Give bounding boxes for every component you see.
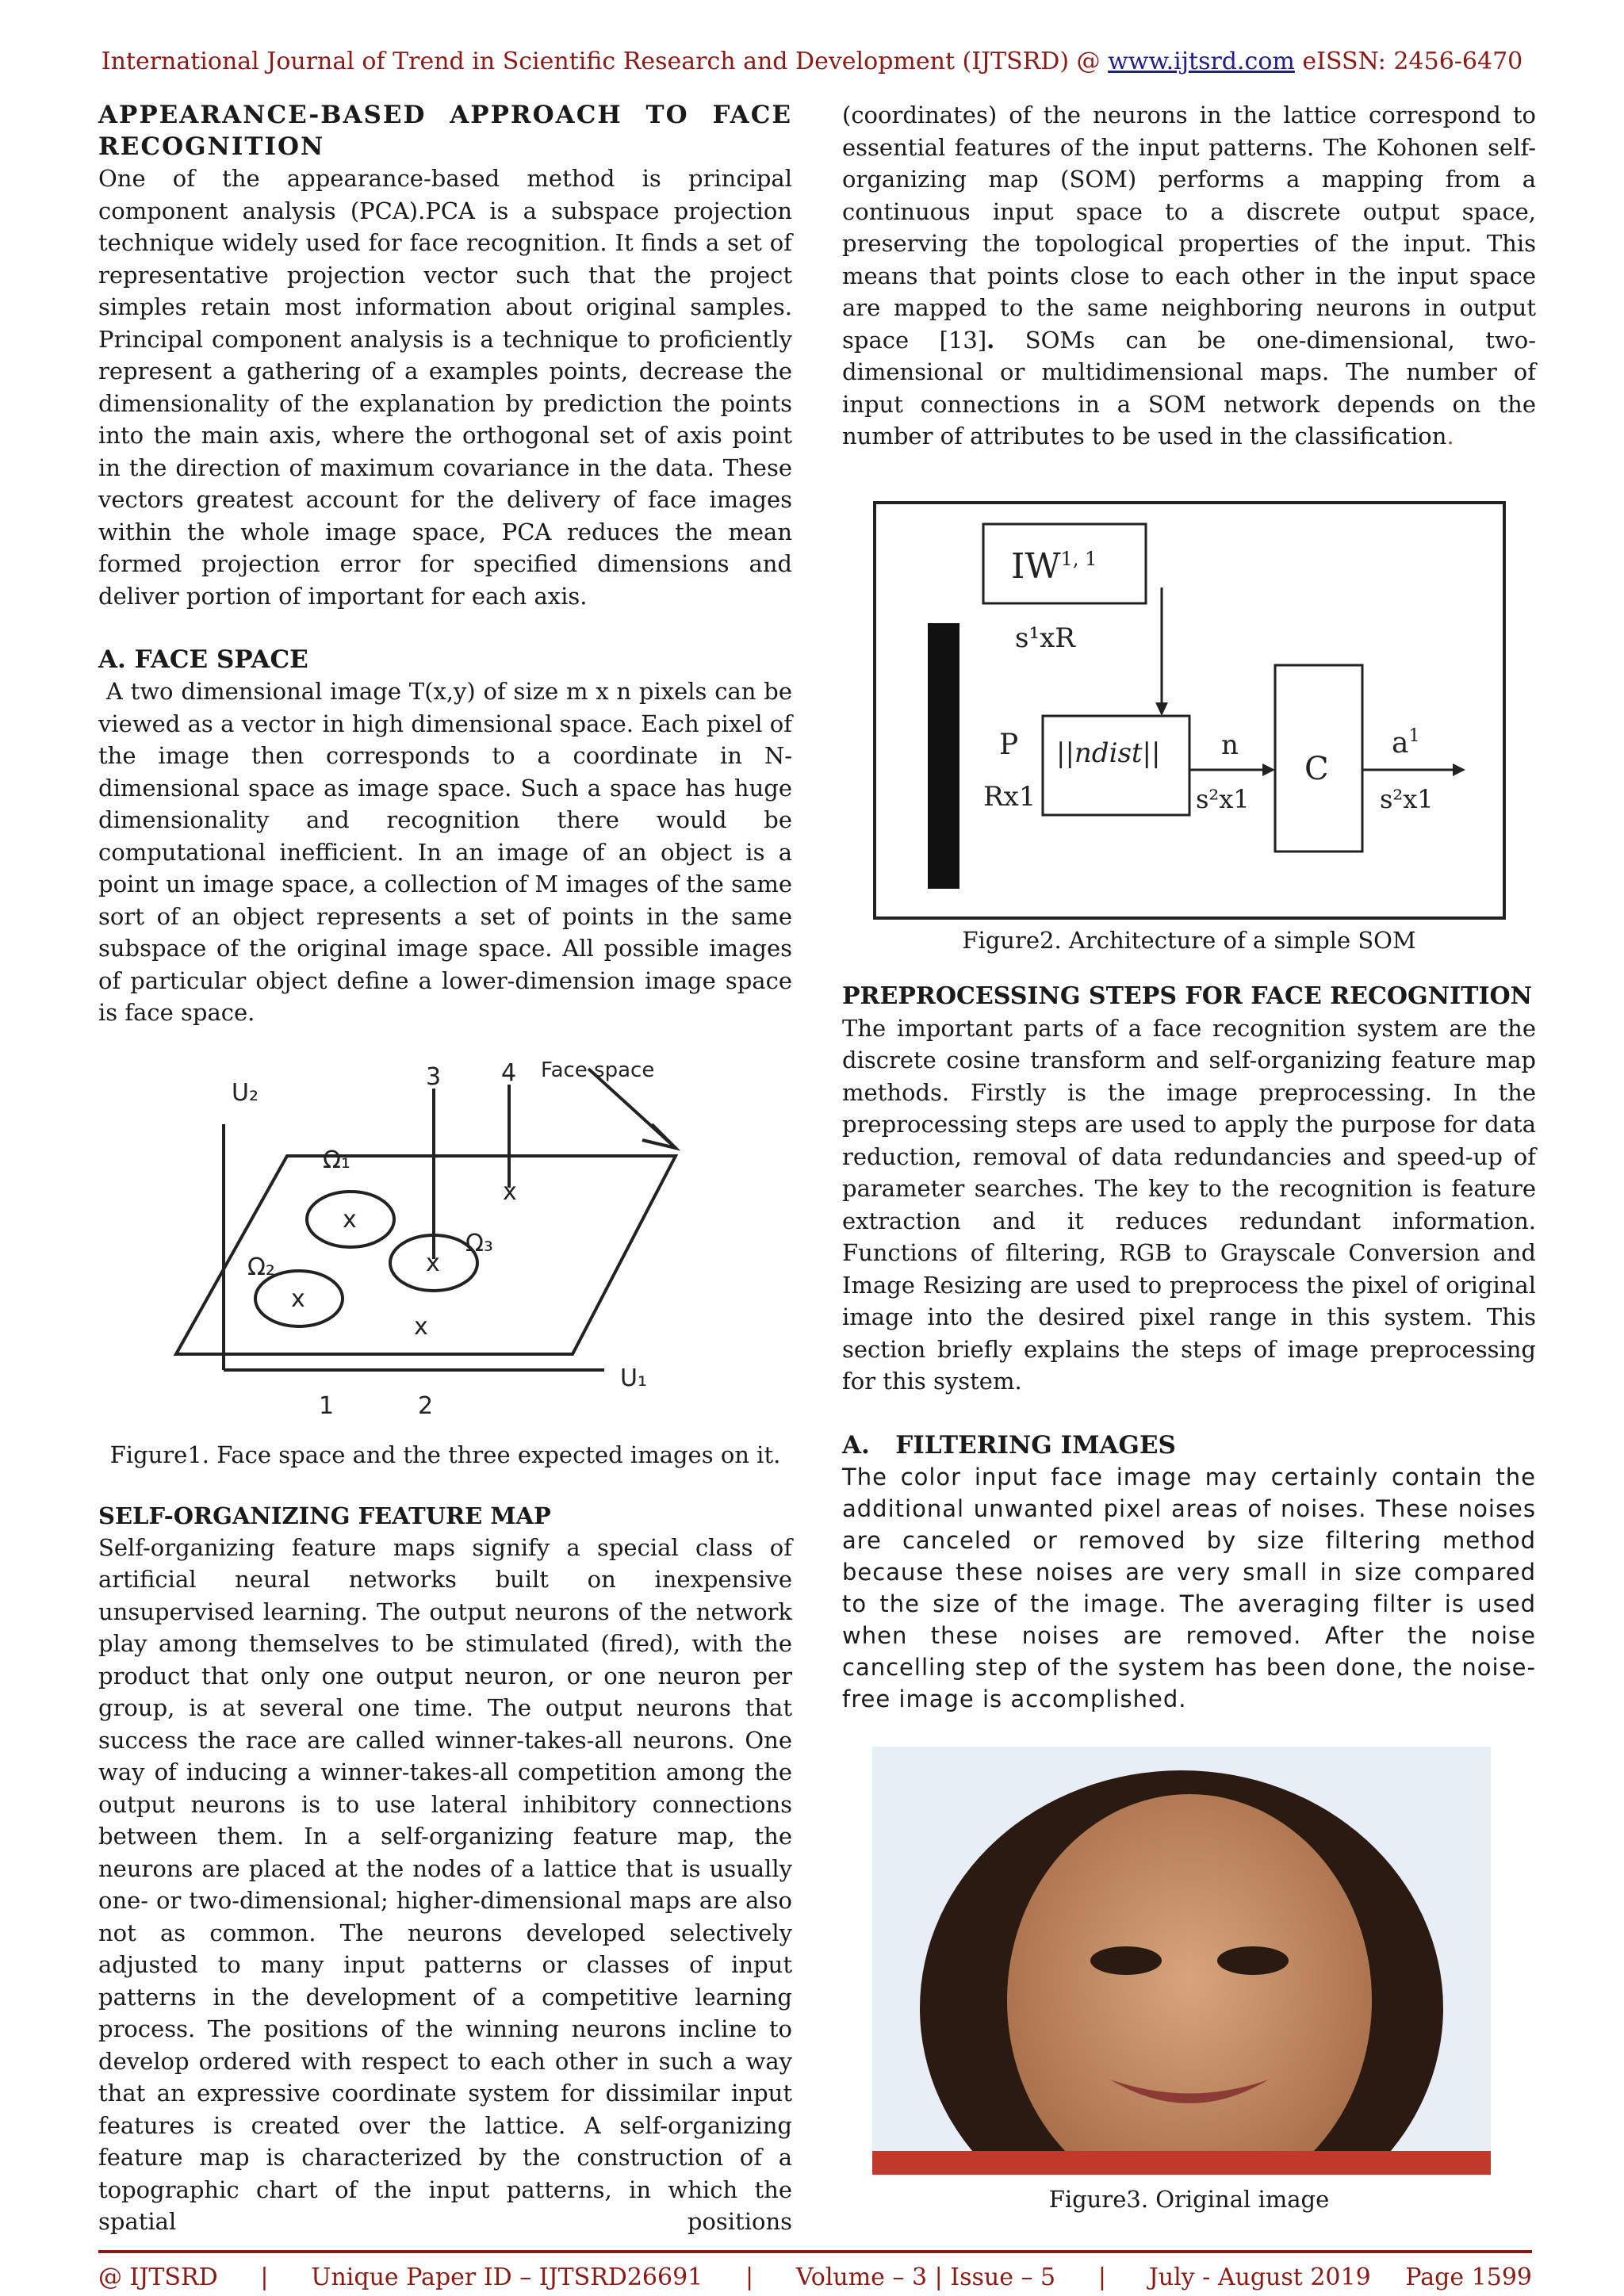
figure1-face-space-diagram [144,1061,747,1433]
shirt [872,2151,1491,2175]
label-rx1: Rx1 [982,780,1036,813]
left-column [98,99,800,2238]
section-heading-appearance-2: RECOGNITION [98,132,325,161]
figure2-border [875,503,1504,918]
label-3: 3 [425,1062,441,1091]
n-arrow-head [1262,763,1275,776]
paragraph-pca: One of the appearance-based method is principal component analysis (PCA).PCA is a subspace projection technique widely used for face recognition. It finds a set of representative projection vector such that the project simples retain most information about original samples. Principal component analysis is a technique to proficiently represent a gathering of a examples points, decrease the dimensionality of the explanation by prediction the points into the main axis, where the orthogonal set of axis point in the direction of maximum covariance in the data. These vectors greatest account for the delivery of face images within the whole image space, PCA reduces the mean formed projection error for specified dimensions and deliver portion of important for each axis. [98,165,792,610]
point-x3: x [425,1249,440,1277]
footer-volume: Volume – 3 | Issue – 5 [795,2263,1056,2291]
figure3-original-image [872,1747,1491,2175]
label-iw: IW$^{1, 1}$ [1010,545,1097,587]
journal-name: International Journal of Trend in Scientific Research and Development (IJTSRD) @ [101,48,1101,75]
label-p: P [998,728,1018,761]
section-heading-som: SELF-ORGANIZING FEATURE MAP [98,1502,551,1529]
figure2-caption: Figure2. Architecture of a simple SOM [962,926,1416,954]
section-heading-preprocessing: PREPROCESSING STEPS FOR FACE RECOGNITION [842,982,1533,1010]
label-u2: U₂ [231,1078,259,1107]
face-space-svg [144,1061,747,1433]
label-c: C [1304,750,1329,787]
label-s2x1-b: s²x1 [1379,783,1434,814]
label-ndist: ||ndist|| [1055,737,1160,769]
page-footer [98,2263,1532,2291]
label-u1: U₁ [619,1364,647,1392]
a1-arrow-head [1453,763,1465,776]
label-4: 4 [500,1060,516,1087]
input-bar [928,623,959,889]
label-s1xr: s¹xR [1014,622,1075,654]
footer-separator-3: | [1097,2263,1106,2291]
footer-paper-id: Unique Paper ID – IJTSRD26691 [311,2263,703,2291]
paragraph-som-continued: (coordinates) of the neurons in the lattice correspond to essential features of the input patterns. The Kohonen self-organizing map (SOM) performs a mapping from a continuous input space to a discrete output space, preserving the topological properties of the input. This means that points close to each other in the input space are mapped to the same neighboring neurons in output space [13]. SOMs can be one-dimensional, two-dimensional or multidimensional maps. The number of input connections in a SOM network depends on the number of attributes to be used in the classification. [842,101,1536,450]
label-n: n [1220,729,1239,761]
left-eye [1090,1946,1162,1975]
journal-header [0,48,1624,75]
label-omega1: Ω₁ [322,1146,350,1174]
footer-page: Page 1599 [1405,2263,1532,2291]
footer-separator-1: | [260,2263,269,2291]
paragraph-som: Self-organizing feature maps signify a special class of artificial neural networks built on inexpensive unsupervised learning. The output neurons of the network play among themselves to be stimulated (fired), with the product that only one output neuron, or one neuron per group, is at several one time. The output neurons that success the race are called winner-takes-all neurons. One way of inducing a winner-takes-all competition among the output neurons is to use lateral inhibitory connections between them. In a self-organizing feature map, the neurons are placed at the nodes of a lattice that is usually one- or two-dimensional; higher-dimensional maps are also not as common. The neurons developed selectively adjusted to many input patterns or classes of input patterns in the development of a competitive learning process. The positions of the winning neurons incline to develop ordered with respect to each other in such a way that an expressive coordinate system for dissimilar input features is created over the lattice. A self-organizing feature map is characterized by the construction of a topographic chart of the input patterns, in which the spatial positions [98,1533,792,2235]
paragraph-preprocessing: The important parts of a face recognition system are the discrete cosine transform and self-organizing feature map methods. Firstly is the image preprocessing. In the preprocessing steps are used to apply the purpose for data reduction, removal of data redundancies and speed-up of parameter searches. The key to the recognition is feature extraction and it reduces redundant information. Functions of filtering, RGB to Grayscale Conversion and Image Resizing are used to preprocess the pixel of original image into the desired pixel range in this system. This section briefly explains the steps of image preprocessing for this system. [842,1014,1536,1395]
iw-arrow-head [1155,702,1168,716]
label-face-space: Face space [540,1060,654,1082]
face-space-arrow-head [642,1124,676,1148]
right-column [842,99,1536,2213]
paragraph-filtering: The color input face image may certainly contain the additional unwanted pixel areas of noises. These noises are canceled or removed by size filtering method because these noises are very small in size compared to the size of the image. The averaging filter is used when these noises are removed. After the noise cancelling step of the system has been done, the noise-free image is accomplished. [842,1463,1536,1712]
subsection-heading-filtering: A. FILTERING IMAGES [842,1430,1176,1460]
figure1-caption: Figure1. Face space and the three expected images on it. [109,1441,781,1468]
figure3-caption: Figure3. Original image [1048,2185,1330,2213]
label-2: 2 [417,1391,433,1420]
footer-separator-2: | [745,2263,754,2291]
label-s2x1-a: s²x1 [1195,783,1250,814]
point-x4: x [502,1177,517,1206]
footer-publisher: @ IJTSRD [98,2263,218,2291]
figure2-som-architecture [872,500,1507,920]
face-photo-placeholder [872,1747,1491,2175]
point-x1: x [342,1205,357,1234]
point-x2: x [290,1284,305,1313]
label-1: 1 [318,1391,334,1420]
label-omega2: Ω₂ [247,1253,275,1281]
journal-url-link[interactable]: www.ijtsrd.com [1108,48,1295,75]
section-heading-appearance: APPEARANCE-BASED APPROACH TO FACE [98,101,792,129]
footer-date: July - August 2019 [1148,2263,1371,2291]
subsection-heading-face-space: A. FACE SPACE [98,645,308,674]
label-omega3: Ω₃ [465,1229,493,1257]
point-x5: x [413,1312,428,1341]
journal-eissn: eISSN: 2456-6470 [1302,48,1523,75]
right-eye [1217,1946,1289,1975]
label-a1: $a^1$ [1391,725,1419,760]
som-architecture-svg [872,500,1507,920]
footer-rule [98,2250,1532,2253]
paragraph-face-space: A two dimensional image T(x,y) of size m x n pixels can be viewed as a vector in high dimensional space. Each pixel of the image then corresponds to a coordinate in N-dimensional space as image space. Such a space has huge dimensionality and recognition there would be computational inefficient. In an image of an object is a point un image space, a collection of M images of the same sort of an object represents a set of points in the same subspace of the original image space. All possible images of particular object define a lower-dimension image space is face space. [98,678,800,1026]
